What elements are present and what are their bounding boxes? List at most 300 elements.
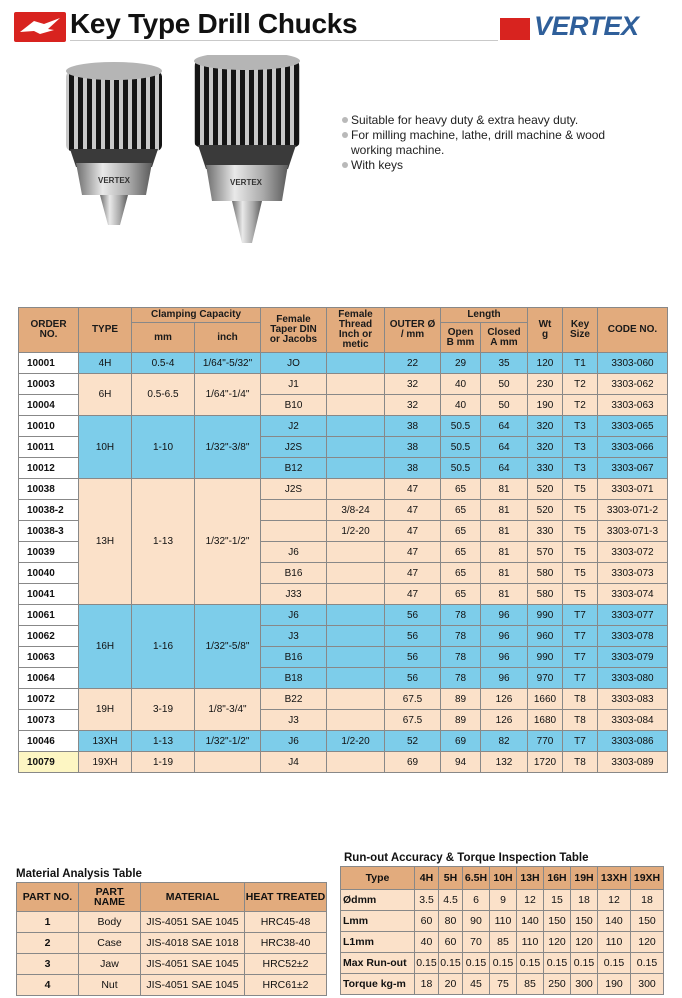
table-row xyxy=(19,353,668,374)
cell-key-size: T2 xyxy=(563,395,598,416)
col-order-no: ORDER NO. xyxy=(19,308,79,353)
runout-cell: 140 xyxy=(598,911,631,932)
cell-taper: J3 xyxy=(261,626,327,647)
cell-open: 40 xyxy=(441,395,481,416)
runout-cell: 12 xyxy=(598,890,631,911)
bullet-icon xyxy=(342,132,348,138)
cell-thread xyxy=(327,689,385,710)
cell-thread xyxy=(327,752,385,773)
cell-thread: 3/8-24 xyxy=(327,500,385,521)
col-closed: Closed A mm xyxy=(481,323,528,353)
cell-taper: J1 xyxy=(261,374,327,395)
cell-closed: 96 xyxy=(481,668,528,689)
runout-col-5h: 5H xyxy=(439,867,463,890)
cell-order-no: 10012 xyxy=(19,458,79,479)
cell-weight: 330 xyxy=(528,458,563,479)
col-type: TYPE xyxy=(79,308,132,353)
cell-clamp-mm: 1-13 xyxy=(132,731,195,752)
col-open: Open B mm xyxy=(441,323,481,353)
vertex-logo xyxy=(500,12,670,44)
runout-cell: 45 xyxy=(463,974,490,995)
runout-cell: 110 xyxy=(517,932,544,953)
runout-col-16h: 16H xyxy=(544,867,571,890)
cell-thread xyxy=(327,563,385,584)
cell-type: 13H xyxy=(79,479,132,605)
cell-clamp-mm: 0.5-6.5 xyxy=(132,374,195,416)
cell-taper: J2S xyxy=(261,437,327,458)
cell-order-no: 10004 xyxy=(19,395,79,416)
cell-closed: 82 xyxy=(481,731,528,752)
runout-cell: 150 xyxy=(571,911,598,932)
runout-cell: 4.5 xyxy=(439,890,463,911)
cell-thread xyxy=(327,479,385,500)
col-length: Length xyxy=(441,308,528,323)
cell-code-no: 3303-084 xyxy=(598,710,668,731)
col-female-taper: Female Taper DIN or Jacobs xyxy=(261,308,327,353)
cell-heat-treated: HRC52±2 xyxy=(245,954,327,975)
cell-key-size: T3 xyxy=(563,437,598,458)
cell-taper: B18 xyxy=(261,668,327,689)
cell-outer: 67.5 xyxy=(385,689,441,710)
cell-thread xyxy=(327,626,385,647)
runout-col-4h: 4H xyxy=(415,867,439,890)
cell-open: 65 xyxy=(441,521,481,542)
runout-cell: 0.15 xyxy=(571,953,598,974)
cell-weight: 520 xyxy=(528,479,563,500)
cell-code-no: 3303-065 xyxy=(598,416,668,437)
cell-material: JIS-4051 SAE 1045 xyxy=(141,975,245,996)
cell-outer: 38 xyxy=(385,416,441,437)
cell-taper: J6 xyxy=(261,605,327,626)
chuck-brand-mark: VERTEX xyxy=(98,176,131,185)
cell-part-no: 3 xyxy=(17,954,79,975)
cell-taper: J2S xyxy=(261,479,327,500)
cell-code-no: 3303-080 xyxy=(598,668,668,689)
cell-closed: 126 xyxy=(481,689,528,710)
cell-clamp-inch: 1/32"-1/2" xyxy=(195,479,261,605)
cell-thread xyxy=(327,710,385,731)
cell-clamp-mm: 1-10 xyxy=(132,416,195,479)
cell-order-no: 10038-2 xyxy=(19,500,79,521)
cell-key-size: T8 xyxy=(563,689,598,710)
cell-part-no: 4 xyxy=(17,975,79,996)
cell-taper: B16 xyxy=(261,563,327,584)
cell-key-size: T3 xyxy=(563,458,598,479)
table-row xyxy=(19,731,668,752)
runout-cell: 3.5 xyxy=(415,890,439,911)
cell-outer: 47 xyxy=(385,542,441,563)
cell-weight: 970 xyxy=(528,668,563,689)
runout-header-row xyxy=(341,867,664,890)
cell-part-name: Case xyxy=(79,933,141,954)
cell-code-no: 3303-078 xyxy=(598,626,668,647)
cell-taper xyxy=(261,500,327,521)
cell-clamp-mm: 3-19 xyxy=(132,689,195,731)
cell-code-no: 3303-074 xyxy=(598,584,668,605)
cell-closed: 50 xyxy=(481,374,528,395)
cell-open: 78 xyxy=(441,605,481,626)
cell-taper: B10 xyxy=(261,395,327,416)
cell-part-no: 1 xyxy=(17,912,79,933)
cell-key-size: T1 xyxy=(563,353,598,374)
table-row xyxy=(17,912,327,933)
cell-thread: 1/2-20 xyxy=(327,731,385,752)
col-weight: Wt g xyxy=(528,308,563,353)
cell-closed: 96 xyxy=(481,647,528,668)
cell-key-size: T5 xyxy=(563,584,598,605)
cell-order-no: 10003 xyxy=(19,374,79,395)
cell-outer: 32 xyxy=(385,374,441,395)
table-row xyxy=(19,374,668,395)
cell-key-size: T2 xyxy=(563,374,598,395)
cell-type: 19H xyxy=(79,689,132,731)
cell-taper: J4 xyxy=(261,752,327,773)
cell-taper: JO xyxy=(261,353,327,374)
runout-table xyxy=(340,866,664,995)
cell-closed: 64 xyxy=(481,437,528,458)
cell-outer: 38 xyxy=(385,437,441,458)
cell-closed: 96 xyxy=(481,605,528,626)
cell-outer: 22 xyxy=(385,353,441,374)
cell-closed: 81 xyxy=(481,563,528,584)
cell-outer: 67.5 xyxy=(385,710,441,731)
runout-cell: 0.15 xyxy=(631,953,664,974)
runout-cell: 12 xyxy=(517,890,544,911)
runout-col-6.5h: 6.5H xyxy=(463,867,490,890)
table-row xyxy=(341,932,664,953)
cell-key-size: T5 xyxy=(563,500,598,521)
runout-cell: 85 xyxy=(517,974,544,995)
runout-table-body xyxy=(341,890,664,995)
cell-thread xyxy=(327,647,385,668)
cell-weight: 320 xyxy=(528,416,563,437)
runout-col-10h: 10H xyxy=(490,867,517,890)
runout-cell: 110 xyxy=(490,911,517,932)
feature-item: Suitable for heavy duty & extra heavy duty. xyxy=(342,113,641,128)
runout-cell: 0.15 xyxy=(490,953,517,974)
cell-weight: 330 xyxy=(528,521,563,542)
cell-taper xyxy=(261,521,327,542)
cell-order-no: 10061 xyxy=(19,605,79,626)
cell-closed: 64 xyxy=(481,458,528,479)
feature-item: For milling machine, lathe, drill machine & wood working machine. xyxy=(342,128,641,158)
runout-cell: 300 xyxy=(571,974,598,995)
cell-taper: J6 xyxy=(261,542,327,563)
cell-thread xyxy=(327,458,385,479)
cell-weight: 570 xyxy=(528,542,563,563)
cell-code-no: 3303-083 xyxy=(598,689,668,710)
cell-type: 19XH xyxy=(79,752,132,773)
cell-order-no: 10001 xyxy=(19,353,79,374)
cell-order-no: 10041 xyxy=(19,584,79,605)
col-inch: inch xyxy=(195,323,261,353)
cell-outer: 47 xyxy=(385,563,441,584)
runout-cell: 250 xyxy=(544,974,571,995)
cell-key-size: T7 xyxy=(563,647,598,668)
cell-clamp-mm: 1-16 xyxy=(132,605,195,689)
cell-weight: 1660 xyxy=(528,689,563,710)
runout-cell: 140 xyxy=(517,911,544,932)
cell-code-no: 3303-066 xyxy=(598,437,668,458)
cell-outer: 38 xyxy=(385,458,441,479)
cell-type: 10H xyxy=(79,416,132,479)
runout-cell: 190 xyxy=(598,974,631,995)
runout-cell: 15 xyxy=(544,890,571,911)
cell-key-size: T5 xyxy=(563,542,598,563)
cell-order-no: 10079 xyxy=(19,752,79,773)
runout-cell: 150 xyxy=(631,911,664,932)
cell-clamp-inch: 1/32"-3/8" xyxy=(195,416,261,479)
table-row xyxy=(19,605,668,626)
cell-heat-treated: HRC61±2 xyxy=(245,975,327,996)
runout-cell: 80 xyxy=(439,911,463,932)
cell-weight: 120 xyxy=(528,353,563,374)
table-row xyxy=(19,416,668,437)
cell-taper: J6 xyxy=(261,731,327,752)
cell-key-size: T7 xyxy=(563,668,598,689)
cell-code-no: 3303-067 xyxy=(598,458,668,479)
drill-chucks-image xyxy=(60,55,320,255)
cell-open: 69 xyxy=(441,731,481,752)
runout-cell: 0.15 xyxy=(517,953,544,974)
cell-order-no: 10011 xyxy=(19,437,79,458)
runout-row-label: Max Run-out xyxy=(341,953,415,974)
cell-open: 78 xyxy=(441,626,481,647)
runout-col-19h: 19H xyxy=(571,867,598,890)
material-table-body xyxy=(17,912,327,996)
cell-open: 65 xyxy=(441,584,481,605)
runout-col-type: Type xyxy=(341,867,415,890)
cell-weight: 520 xyxy=(528,500,563,521)
cell-type: 13XH xyxy=(79,731,132,752)
cell-thread xyxy=(327,395,385,416)
cell-open: 40 xyxy=(441,374,481,395)
cell-weight: 960 xyxy=(528,626,563,647)
cell-order-no: 10072 xyxy=(19,689,79,710)
bullet-icon xyxy=(342,117,348,123)
cell-outer: 32 xyxy=(385,395,441,416)
cell-taper: J33 xyxy=(261,584,327,605)
cell-taper: B22 xyxy=(261,689,327,710)
runout-cell: 0.15 xyxy=(439,953,463,974)
col-code-no: CODE NO. xyxy=(598,308,668,353)
runout-cell: 120 xyxy=(631,932,664,953)
cell-taper: B16 xyxy=(261,647,327,668)
cell-closed: 50 xyxy=(481,395,528,416)
cell-thread xyxy=(327,668,385,689)
cell-closed: 64 xyxy=(481,416,528,437)
cell-taper: B12 xyxy=(261,458,327,479)
cell-order-no: 10064 xyxy=(19,668,79,689)
runout-cell: 18 xyxy=(631,890,664,911)
cell-closed: 132 xyxy=(481,752,528,773)
runout-cell: 40 xyxy=(415,932,439,953)
cell-open: 89 xyxy=(441,710,481,731)
runout-cell: 20 xyxy=(439,974,463,995)
cell-key-size: T7 xyxy=(563,626,598,647)
cell-weight: 580 xyxy=(528,584,563,605)
cell-code-no: 3303-063 xyxy=(598,395,668,416)
runout-cell: 0.15 xyxy=(415,953,439,974)
cell-open: 78 xyxy=(441,647,481,668)
table-row xyxy=(19,752,668,773)
table-row xyxy=(341,974,664,995)
cell-code-no: 3303-073 xyxy=(598,563,668,584)
runout-row-label: Torque kg-m xyxy=(341,974,415,995)
runout-row-label: L1mm xyxy=(341,932,415,953)
table-row xyxy=(17,975,327,996)
table-row xyxy=(19,479,668,500)
cell-open: 65 xyxy=(441,500,481,521)
cell-open: 94 xyxy=(441,752,481,773)
cell-type: 6H xyxy=(79,374,132,416)
runout-row-label: Lmm xyxy=(341,911,415,932)
cell-code-no: 3303-060 xyxy=(598,353,668,374)
col-key-size: Key Size xyxy=(563,308,598,353)
table-row xyxy=(341,890,664,911)
cell-weight: 990 xyxy=(528,647,563,668)
cell-outer: 56 xyxy=(385,647,441,668)
cell-code-no: 3303-089 xyxy=(598,752,668,773)
eagle-logo-icon xyxy=(14,12,66,42)
runout-cell: 0.15 xyxy=(463,953,490,974)
cell-thread xyxy=(327,437,385,458)
table-row xyxy=(341,911,664,932)
cell-key-size: T8 xyxy=(563,710,598,731)
cell-weight: 190 xyxy=(528,395,563,416)
cell-clamp-inch: 1/64"-1/4" xyxy=(195,374,261,416)
cell-open: 29 xyxy=(441,353,481,374)
material-table xyxy=(16,882,327,996)
col-clamping-capacity: Clamping Capacity xyxy=(132,308,261,323)
cell-clamp-mm: 0.5-4 xyxy=(132,353,195,374)
cell-closed: 35 xyxy=(481,353,528,374)
cell-thread xyxy=(327,353,385,374)
col-outer: OUTER Ø / mm xyxy=(385,308,441,353)
runout-cell: 70 xyxy=(463,932,490,953)
cell-weight: 580 xyxy=(528,563,563,584)
cell-outer: 52 xyxy=(385,731,441,752)
runout-table-title: Run-out Accuracy & Torque Inspection Table xyxy=(344,852,589,864)
cell-taper: J2 xyxy=(261,416,327,437)
runout-cell: 300 xyxy=(631,974,664,995)
runout-cell: 75 xyxy=(490,974,517,995)
cell-material: JIS-4018 SAE 1018 xyxy=(141,933,245,954)
cell-open: 65 xyxy=(441,479,481,500)
cell-key-size: T3 xyxy=(563,416,598,437)
cell-code-no: 3303-071-2 xyxy=(598,500,668,521)
cell-part-name: Nut xyxy=(79,975,141,996)
cell-open: 50.5 xyxy=(441,416,481,437)
cell-outer: 69 xyxy=(385,752,441,773)
runout-cell: 60 xyxy=(415,911,439,932)
cell-clamp-inch: 1/64"-5/32" xyxy=(195,353,261,374)
runout-cell: 85 xyxy=(490,932,517,953)
runout-col-19xh: 19XH xyxy=(631,867,664,890)
cell-outer: 47 xyxy=(385,521,441,542)
runout-cell: 120 xyxy=(544,932,571,953)
runout-cell: 150 xyxy=(544,911,571,932)
runout-col-13xh: 13XH xyxy=(598,867,631,890)
runout-cell: 9 xyxy=(490,890,517,911)
spec-table-body xyxy=(19,353,668,773)
cell-clamp-inch: 1/8"-3/4" xyxy=(195,689,261,731)
cell-order-no: 10040 xyxy=(19,563,79,584)
cell-closed: 81 xyxy=(481,584,528,605)
cell-material: JIS-4051 SAE 1045 xyxy=(141,954,245,975)
runout-cell: 120 xyxy=(571,932,598,953)
cell-order-no: 10063 xyxy=(19,647,79,668)
runout-cell: 60 xyxy=(439,932,463,953)
cell-key-size: T7 xyxy=(563,605,598,626)
cell-closed: 81 xyxy=(481,500,528,521)
cell-order-no: 10038 xyxy=(19,479,79,500)
title-divider xyxy=(70,40,498,41)
page-title: Key Type Drill Chucks xyxy=(70,8,358,39)
cell-outer: 47 xyxy=(385,500,441,521)
mat-col-material: MATERIAL xyxy=(141,883,245,912)
runout-cell: 0.15 xyxy=(544,953,571,974)
cell-key-size: T8 xyxy=(563,752,598,773)
cell-key-size: T7 xyxy=(563,731,598,752)
cell-clamp-inch: 1/32"-1/2" xyxy=(195,731,261,752)
table-row xyxy=(19,689,668,710)
brand-name: VERTEX xyxy=(534,11,639,41)
cell-code-no: 3303-062 xyxy=(598,374,668,395)
mat-col-heat-treated: HEAT TREATED xyxy=(245,883,327,912)
bullet-icon xyxy=(342,162,348,168)
cell-open: 50.5 xyxy=(441,458,481,479)
cell-clamp-inch: 1/32"-5/8" xyxy=(195,605,261,689)
runout-cell: 18 xyxy=(415,974,439,995)
cell-closed: 81 xyxy=(481,479,528,500)
cell-outer: 47 xyxy=(385,479,441,500)
cell-open: 78 xyxy=(441,668,481,689)
cell-outer: 56 xyxy=(385,605,441,626)
cell-key-size: T5 xyxy=(563,479,598,500)
spec-table xyxy=(18,307,668,773)
cell-closed: 81 xyxy=(481,521,528,542)
cell-weight: 230 xyxy=(528,374,563,395)
cell-part-name: Body xyxy=(79,912,141,933)
cell-heat-treated: HRC38-40 xyxy=(245,933,327,954)
cell-type: 16H xyxy=(79,605,132,689)
cell-thread xyxy=(327,542,385,563)
cell-closed: 81 xyxy=(481,542,528,563)
cell-clamp-mm: 1-19 xyxy=(132,752,195,773)
cell-code-no: 3303-071-3 xyxy=(598,521,668,542)
cell-order-no: 10039 xyxy=(19,542,79,563)
cell-code-no: 3303-072 xyxy=(598,542,668,563)
runout-cell: 90 xyxy=(463,911,490,932)
cell-weight: 1680 xyxy=(528,710,563,731)
cell-open: 65 xyxy=(441,563,481,584)
cell-outer: 56 xyxy=(385,668,441,689)
cell-code-no: 3303-071 xyxy=(598,479,668,500)
cell-key-size: T5 xyxy=(563,563,598,584)
cell-open: 65 xyxy=(441,542,481,563)
cell-clamp-inch xyxy=(195,752,261,773)
cell-outer: 56 xyxy=(385,626,441,647)
cell-open: 89 xyxy=(441,689,481,710)
cell-material: JIS-4051 SAE 1045 xyxy=(141,912,245,933)
cell-taper: J3 xyxy=(261,710,327,731)
material-table-title: Material Analysis Table xyxy=(16,868,142,880)
runout-cell: 18 xyxy=(571,890,598,911)
runout-row-label: Ødmm xyxy=(341,890,415,911)
cell-thread xyxy=(327,416,385,437)
runout-col-13h: 13H xyxy=(517,867,544,890)
